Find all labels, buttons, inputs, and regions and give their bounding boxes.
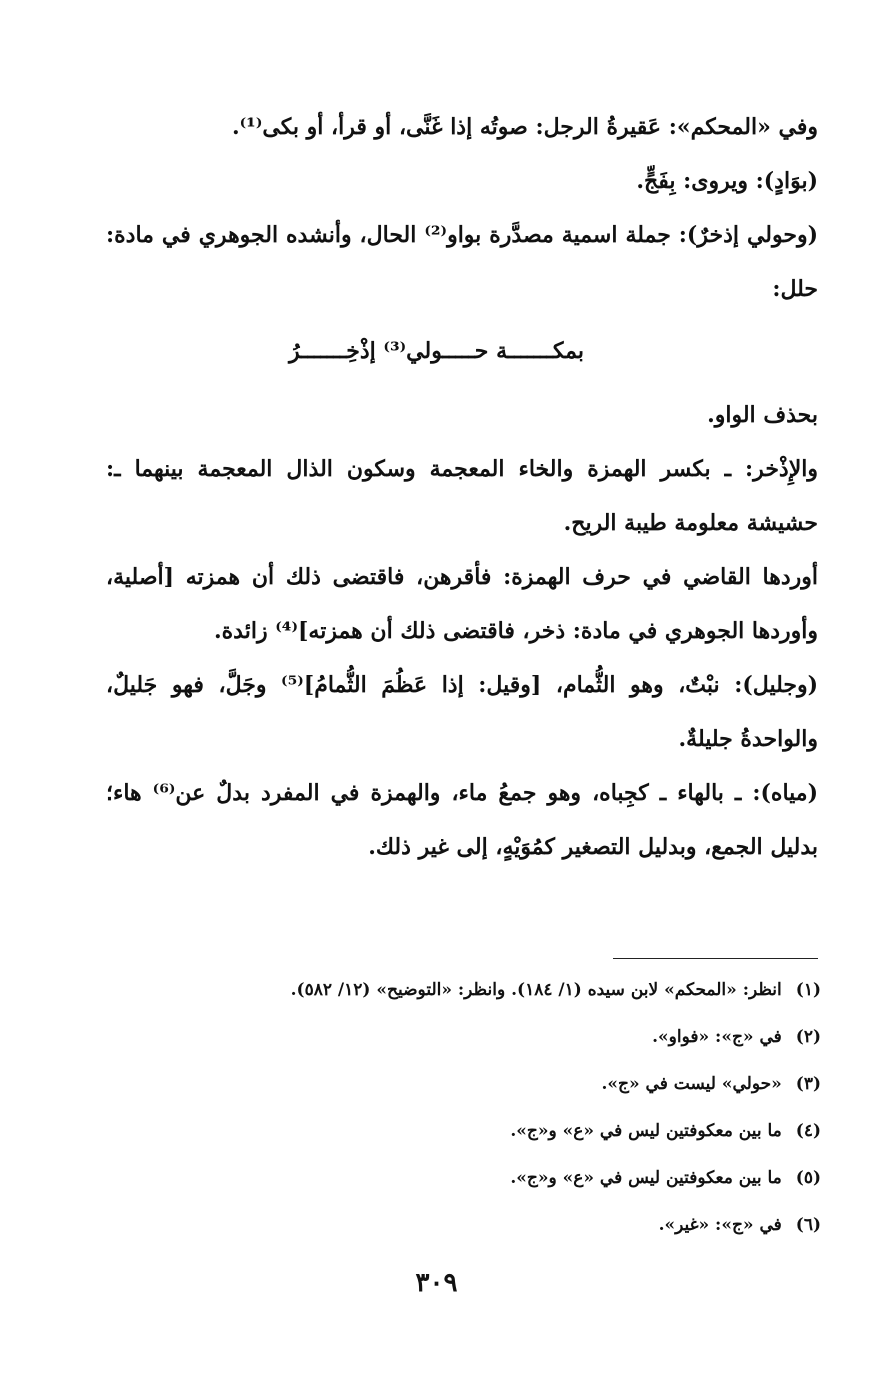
footnote-number: (١) [795, 980, 821, 1000]
footnote-number: (٥) [795, 1168, 821, 1188]
paragraph-muhkam: وفي «المحكم»: عَقيرةُ الرجل: صوتُه إذا غَنَّى، أو قرأ، أو بكى⁽¹⁾. [231, 114, 818, 140]
footnote-1 [101, 980, 821, 1000]
footnote-text: انظر: «المحكم» لابن سيده (١/ ١٨٤). وانظر: «التوضيح» (١٢/ ٥٨٢). [290, 980, 782, 1000]
paragraph-miyah: (مياه): ـ بالهاء ـ كجِباه، وهو جمعُ ماء، والهمزة في المفرد بدلٌ عن⁽⁶⁾ هاء؛ بدليل الجمع، وبدليل التصغير كمُوَيْهٍ، إلى غير ذلك. [106, 780, 818, 860]
footnote-text: ما بين معكوفتين ليس في «ع» و«ج». [510, 1121, 782, 1141]
paragraph-bewad: (بوَادٍ): ويروى: بِفَجٍّ. [636, 168, 818, 194]
main-text-block-1 [106, 100, 818, 316]
footnote-text: في «ج»: «فواو». [652, 1027, 782, 1047]
footnote-number: (٦) [795, 1215, 821, 1235]
paragraph-hadhf: بحذف الواو. [707, 402, 818, 428]
paragraph-jalil: (وجليل): نبْتٌ، وهو الثُّمام، [وقيل: إذا عَظُمَ الثُّمامُ]⁽⁵⁾ وجَلَّ، فهو جَليلٌ، والواحدةُ جليلةٌ. [106, 672, 819, 752]
page-number: ٣٠٩ [415, 1268, 458, 1298]
footnote-number: (٣) [795, 1074, 821, 1094]
footnote-5 [101, 1168, 821, 1188]
footnote-number: (٤) [795, 1121, 821, 1141]
verse-line: بمكـــــــة حـــــولي⁽³⁾ إذْخِـــــــرُ [289, 338, 584, 364]
main-text-block-2 [106, 388, 818, 874]
footnote-number: (٢) [795, 1027, 821, 1047]
footnote-4 [101, 1121, 821, 1141]
paragraph-qadi: أوردها القاضي في حرف الهمزة: فأقرهن، فاقتضى ذلك أن همزته [أصلية، وأوردها الجوهري في مادة: ذخر، فاقتضى ذلك أن همزته]⁽⁴⁾ زائدة. [106, 564, 818, 644]
footnote-text: «حولي» ليست في «ج». [601, 1074, 782, 1094]
footnote-text: في «ج»: «غير». [658, 1215, 782, 1235]
footnote-3 [101, 1074, 821, 1094]
footnote-text: ما بين معكوفتين ليس في «ع» و«ج». [510, 1168, 782, 1188]
paragraph-idhkhir: (وحولي إذخرٌ): جملة اسمية مصدَّرة بواو⁽²⁾ الحال، وأنشده الجوهري في مادة: حلل: [106, 222, 818, 302]
footnote-2 [101, 1027, 821, 1047]
footnote-6 [101, 1215, 821, 1235]
footnote-separator [613, 958, 818, 959]
paragraph-idhkhir-definition: والإِذْخر: ـ بكسر الهمزة والخاء المعجمة وسكون الذال المعجمة بينهما ـ: حشيشة معلومة طيبة الريح. [106, 456, 818, 536]
